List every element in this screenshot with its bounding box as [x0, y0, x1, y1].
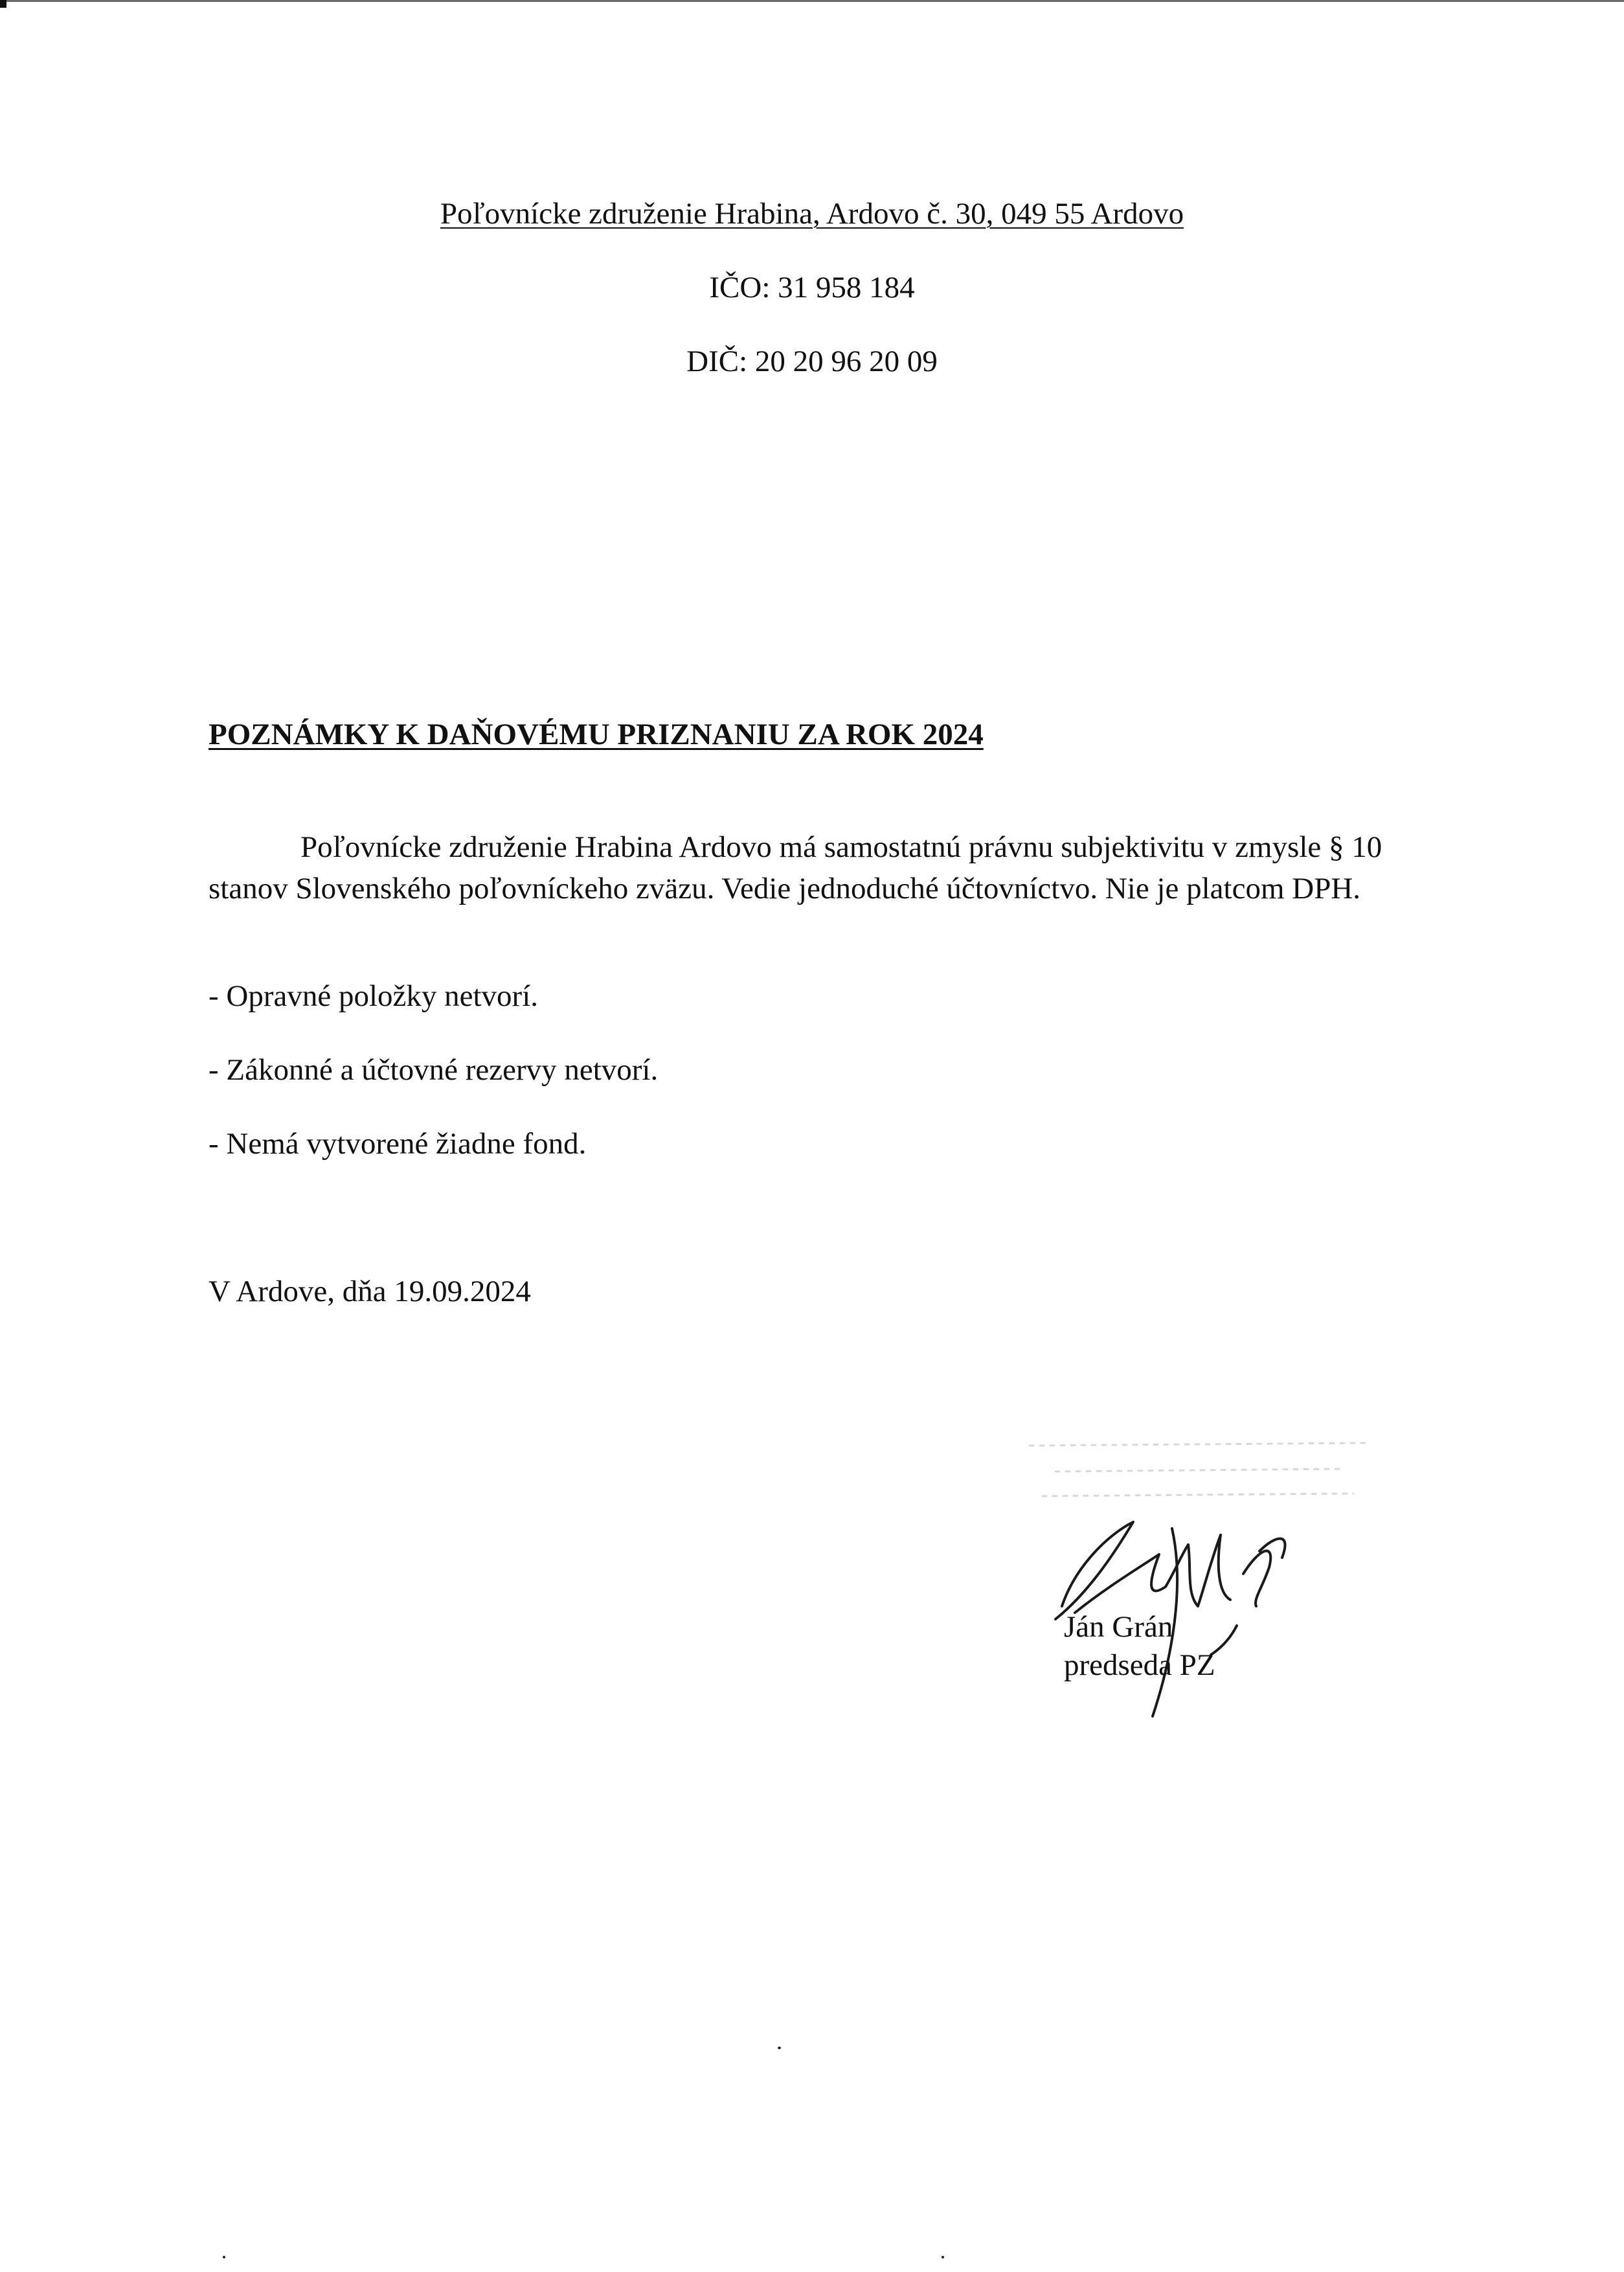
place-and-date: V Ardove, dňa 19.09.2024: [209, 1275, 531, 1308]
scan-speck: [223, 2256, 225, 2258]
signer-name: Ján Grán: [1064, 1610, 1173, 1644]
scan-speck: [778, 2047, 781, 2049]
faded-stamp: [1017, 1431, 1379, 1509]
document-title: POZNÁMKY K DAŇOVÉMU PRIZNANIU ZA ROK 2024: [209, 718, 984, 751]
body-paragraph: Poľovnícke združenie Hrabina Ardovo má samostatnú právnu subjektivitu v zmysle § 10 stanov Slovenského poľovníckeho zväzu. Vedie jednoduché účtovníctvo. Nie je platcom DPH.: [209, 830, 1382, 905]
scan-edge-mark: [0, 0, 6, 8]
signer-role: predseda PZ: [1064, 1648, 1215, 1682]
ico-number: IČO: 31 958 184: [709, 271, 915, 304]
list-item: - Zákonné a účtovné rezervy netvorí.: [209, 1053, 659, 1087]
organization-address: Poľovnícke združenie Hrabina, Ardovo č. 30, 049 55 Ardovo: [440, 197, 1184, 231]
dic-number: DIČ: 20 20 96 20 09: [686, 345, 938, 378]
scan-edge-line: [0, 0, 1624, 2]
list-item: - Nemá vytvorené žiadne fond.: [209, 1127, 587, 1161]
list-item: - Opravné položky netvorí.: [209, 979, 539, 1013]
scan-speck: [942, 2256, 944, 2258]
